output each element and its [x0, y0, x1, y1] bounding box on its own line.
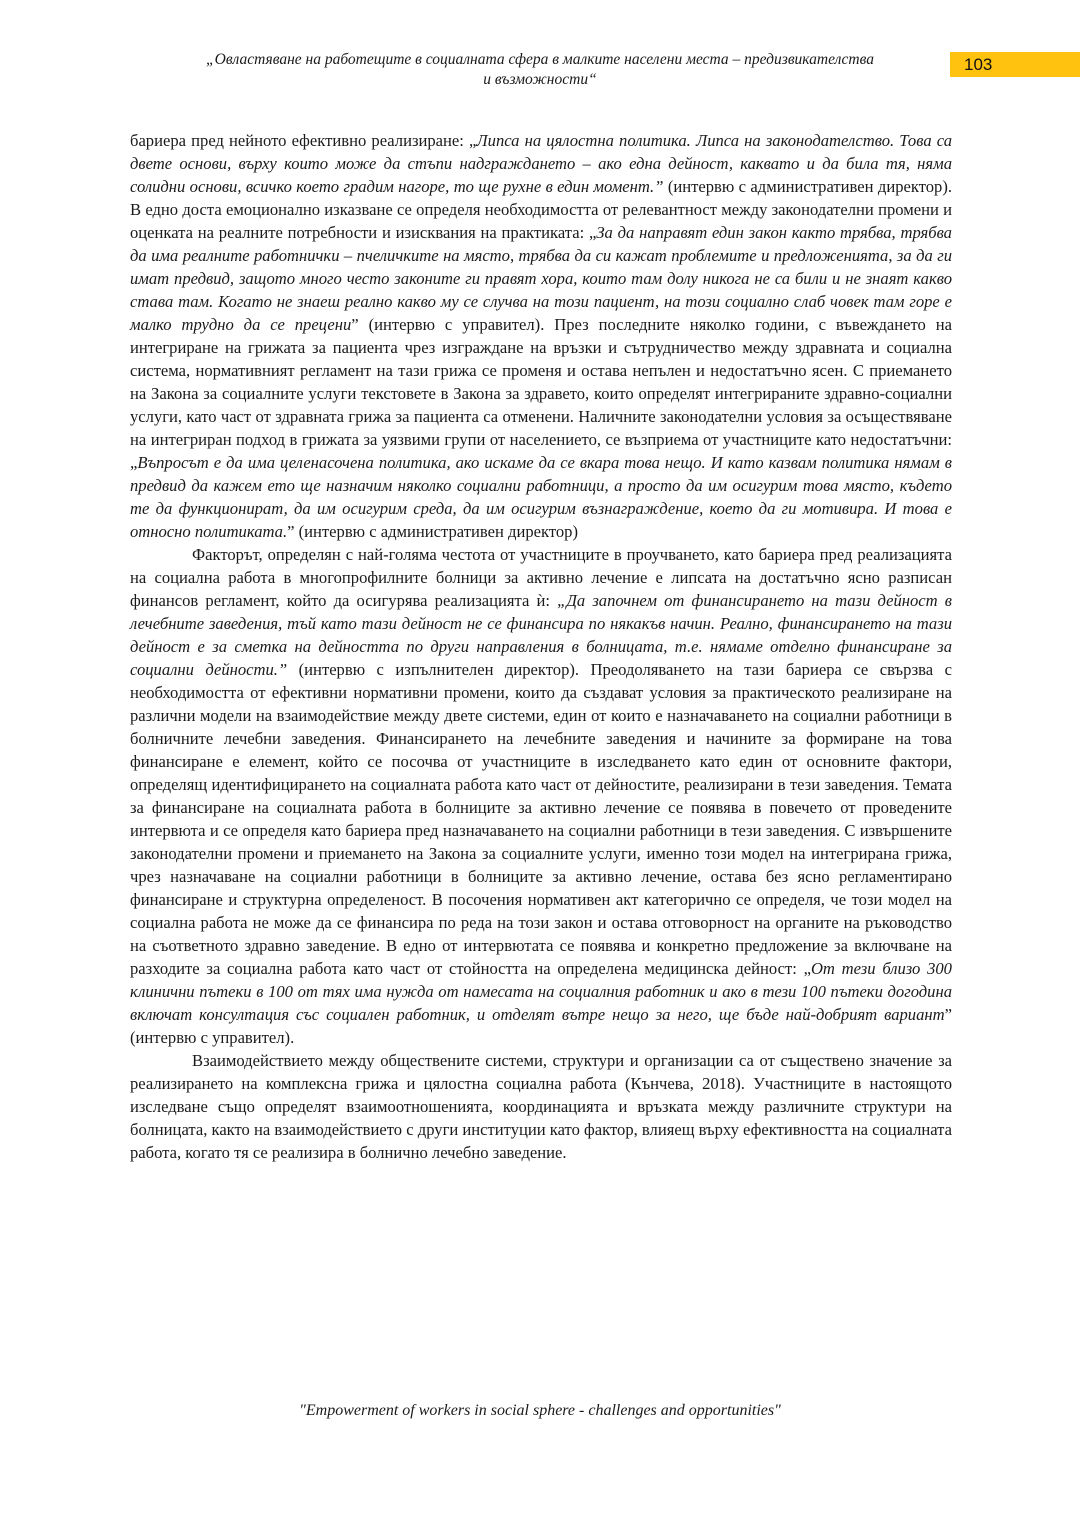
interview-quote: „Да започнем от финансирането на тази дейност в лечебните заведения, тъй като тази дейност не се финансира по някакъв начин. Реално, финансирането на тази дейност е за сметка на дейността по други направления в болницата, т.е. нямаме отделно финансиране за социални дейности.”	[130, 591, 952, 679]
paragraph-text: (интервю с административен директор). В едно доста емоционално изказване се определя необходимостта от релевантност между законодателни промени и оценката на реалните потребности и изисквания на практиката: „	[130, 177, 953, 242]
header-title-line-1: „Овластяване на работещите в социалната сфера в малките населени места – предизвикателства	[206, 51, 874, 68]
interview-quote: Въпросът е да има целенасочена политика, ако искаме да се вкара това нещо. И като казвам политика нямам в предвид да кажем ето ще назначим няколко социални работници, а просто да им осигурим това място, където те да функционират, да им осигурим среда, да им осигурим възнаграждение, което да ги мотивира. И това е относно политиката.	[130, 453, 952, 541]
paragraph-text: бариера пред нейното ефективно реализиране: „	[130, 131, 477, 150]
paragraph-text: ” (интервю с управител). През последните няколко години, с въвеждането на интегриране на грижата за пациента чрез изграждане на връзки и сътрудничество между здравната и социална система, нормативният регламент на тази грижа се променя и остава непълен и недостатъчно ясен. С приемането на Закона за социалните услуги текстовете в Закона за здравето, които определят интегрираните здравно-социални услуги, като част от здравната грижа за пациента са отменени. Наличните законодателни условия за осъществяване на интегриран подход в грижата за уязвими групи от населението, се възприема от участниците като недостатъчни: „	[130, 315, 952, 472]
paragraph-text: ” (интервю с административен директор)	[287, 522, 578, 541]
paragraph-2	[130, 543, 952, 1049]
running-footer: "Empowerment of workers in social sphere - challenges and opportunities"	[299, 1402, 781, 1419]
page-body	[130, 129, 952, 1164]
interview-quote: За да направят един закон както трябва, трябва да има реалните работнички – пчеличките на място, трябва да си кажат проблемите и предложенията, за да ги имат предвид, защото много често законите ги правят хора, които там долу никога не са били и не знаят какво става там. Когато не знаеш реално какво му се случва на този пациент, на този социално слаб човек там горе е малко трудно да се прецени	[130, 223, 952, 334]
interview-quote: Липса на цялостна политика. Липса на законодателство. Това са двете основи, върху които може да стъпи надграждането – ако една дейност, каквато и да била тя, няма солидни основи, всичко което градим нагоре, то ще рухне в един момент.”	[130, 131, 952, 196]
page-number-badge: 103	[950, 52, 1080, 77]
running-header	[130, 50, 950, 90]
header-title-line-2: и възможности“	[483, 71, 597, 88]
paragraph-text: Факторът, определян с най-голяма честота от участниците в проучването, като бариера пред реализацията на социална работа в многопрофилните болници за активно лечение е липсата на достатъчно ясно разписан финансов регламент, който да осигурява реализацията ѝ:	[130, 545, 952, 610]
paragraph-text: ” (интервю с управител).	[130, 1005, 952, 1047]
paragraph-text: (интервю с изпълнителен директор). Преодоляването на тази бариера се свързва с необходимостта от ефективни нормативни промени, които да създават условия за практическото реализиране на различни модели на взаимодействие между двете системи, един от които е назначаването на социални работници в болничните лечебни заведения. Финансирането на лечебните заведения и начините за формиране на това финансиране е елемент, който се посочва от участниците в изследването като един от основните фактори, определящ идентифицирането на социалната работа като част от дейностите, реализирани в тези заведения. Темата за финансиране на социалната работа в болниците за активно лечение се появява в повечето от проведените интервюта и се определя като бариера пред назначаването на социални работници в тези заведения. С извършените законодателни промени и приемането на Закона за социалните услуги, именно този модел на интегрирана грижа, чрез назначаване на социални работници в болниците за активно лечение, остава без ясно регламентирано финансиране и структурна определеност. В посочения нормативен акт категорично се определя, че този модел на социална работа не може да се финансира по реда на този закон и остава отговорност на органите на ръководство на съответното здравно заведение. В едно от интервютата се появява и конкретно предложение за включване на разходите за социална работа като част от стойността на определена медицинска дейност: „	[130, 660, 952, 978]
paragraph-1	[130, 129, 952, 543]
interview-quote: От тези близо 300 клинични пътеки в 100 от тях има нужда от намесата на социалния работник и ако в тези 100 пътеки догодина включат консултация със социален работник, и отделят вътре нещо за него, ще бъде най-добрият вариант	[130, 959, 952, 1024]
paragraph-3: Взаимодействието между обществените системи, структури и организации са от съществено значение за реализирането на комплексна грижа и цялостна социална работа (Кънчева, 2018). Участниците в настоящото изследване също определят взаимоотношенията, координацията и връзката между различните структури на болницата, както на взаимодействието с други институции като фактор, влияещ върху ефективността на социалната работа, когато тя се реализира в болнично лечебно заведение.	[130, 1051, 952, 1162]
